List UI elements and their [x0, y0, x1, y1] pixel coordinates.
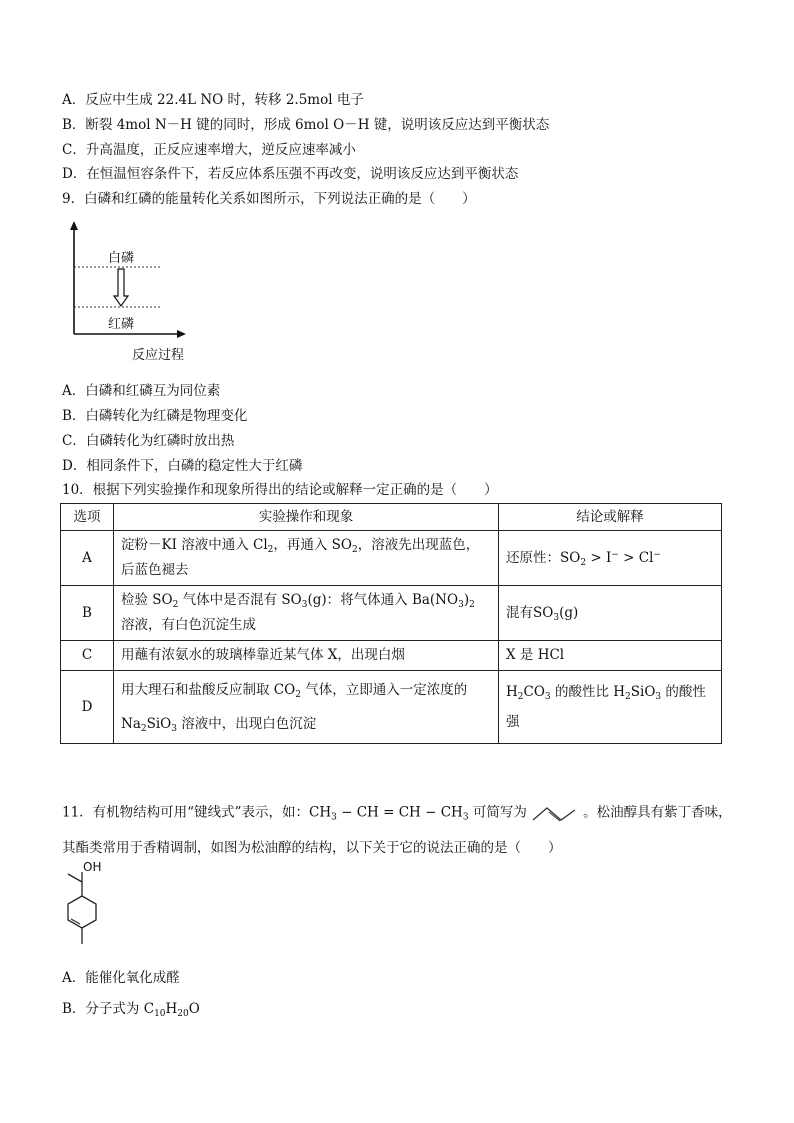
oh-label: OH [83, 860, 102, 874]
terpineol-svg [62, 862, 112, 967]
q9-option-a: A．白磷和红磷互为同位素 [62, 383, 221, 399]
x-axis-arrowhead [177, 330, 186, 338]
row-d-conclusion: $H_2CO_3$ 的酸性比 $H_2SiO_3$ 的酸性 强 [499, 671, 722, 744]
row-b-operation: 检验 $SO_2$ 气体中是否混有 $SO_3(g)$：将气体通入 $Ba(NO_3)_2$ 溶液，有白色沉淀生成 [114, 586, 499, 641]
row-c-option: C [61, 641, 114, 671]
q9-stem: 9．白磷和红磷的能量转化关系如图所示，下列说法正确的是（ ） [62, 191, 476, 207]
q8-option-c: C．升高温度，正反应速率增大，逆反应速率减小 [62, 142, 356, 158]
q8-option-d: D．在恒温恒容条件下，若反应体系压强不再改变，说明该反应达到平衡状态 [62, 166, 519, 182]
q11-stem-part1: 11．有机物结构可用“键线式”表示，如： [62, 804, 309, 821]
table-header-row [61, 504, 722, 531]
x-axis-label: 反应过程 [132, 348, 185, 363]
row-d-operation: 用大理石和盐酸反应制取 $CO_2$ 气体，立即通入一定浓度的 $Na_2SiO_3$ 溶液中，出现白色沉淀 [114, 671, 499, 744]
row-b-option: B [61, 586, 114, 641]
butene-skeletal-formula [531, 802, 583, 824]
q11-option-b-prefix: B．分子式为 [62, 1001, 144, 1017]
header-option: 选项 [61, 504, 114, 531]
q11-stem-line2: 其酯类常用于香精调制，如图为松油醇的结构，以下关于它的说法正确的是（ ） [62, 840, 562, 856]
q11-option-a: A．能催化氧化成醛 [62, 970, 180, 986]
row-a-op-line1: 淀粉－KI 溶液中通入 Cl [121, 537, 268, 553]
row-d-op-line2: 溶液中，出现白色沉淀 [181, 716, 317, 732]
row-c-conclusion: X 是 HCl [499, 641, 722, 671]
q10-table [60, 503, 722, 744]
red-phosphorus-label: 红磷 [108, 317, 135, 332]
q11-stem-part3: 。松油醇具有紫丁香味， [583, 804, 732, 821]
header-operation: 实验操作和现象 [114, 504, 499, 531]
table-row [61, 671, 722, 744]
table-row [61, 586, 722, 641]
row-a-option: A [61, 531, 114, 586]
row-d-option: D [61, 671, 114, 744]
terpineol-structure [62, 862, 112, 967]
row-a-conclusion-prefix: 还原性： [506, 549, 560, 566]
q8-option-a: A．反应中生成 22.4L NO 时，转移 2.5mol 电子 [62, 92, 364, 108]
row-d-conclusion-line2: 强 [506, 714, 520, 730]
q10-stem: 10．根据下列实验操作和现象所得出的结论或解释一定正确的是（ ） [62, 482, 498, 498]
row-b-op-line2: 溶液，有白色沉淀生成 [121, 617, 256, 633]
q11-option-b: B．分子式为 $C_{10}H_{20}O$ [62, 1001, 200, 1019]
row-c-operation: 用蘸有浓氨水的玻璃棒靠近某气体 X，出现白烟 [114, 641, 499, 671]
y-axis-arrowhead [70, 221, 78, 230]
table-row [61, 531, 722, 586]
row-a-operation: 淀粉－KI 溶液中通入 $Cl_2$，再通入 $SO_2$，溶液先出现蓝色， 后蓝色褪去 [114, 531, 499, 586]
q9-option-d: D．相同条件下，白磷的稳定性大于红磷 [62, 458, 303, 474]
table-row [61, 641, 722, 671]
q8-option-b: B．断裂 4mol N－H 键的同时，形成 6mol O－H 键，说明该反应达到平衡状态 [62, 117, 550, 133]
energy-diagram [62, 218, 202, 368]
q9-option-c: C．白磷转化为红磷时放出热 [62, 433, 235, 449]
row-a-op-line2: 后蓝色褪去 [121, 562, 189, 578]
row-a-conclusion: 还原性：$SO_2 > I^- > Cl^-$ [499, 531, 722, 586]
q11-stem-line1: 11．有机物结构可用“键线式”表示，如：$CH_3$ − CH = CH − $CH_3$ 可简写为 。松油醇具有紫丁香味， [62, 802, 732, 824]
row-b-conclusion: 混有$SO_3(g)$ [499, 586, 722, 641]
row-b-conclusion-prefix: 混有 [506, 604, 533, 621]
q11-stem-part2: 可简写为 [472, 804, 527, 821]
q9-option-b: B．白磷转化为红磷是物理变化 [62, 408, 248, 424]
down-arrow [114, 269, 128, 306]
header-conclusion: 结论或解释 [499, 504, 722, 531]
white-phosphorus-label: 白磷 [108, 251, 135, 266]
